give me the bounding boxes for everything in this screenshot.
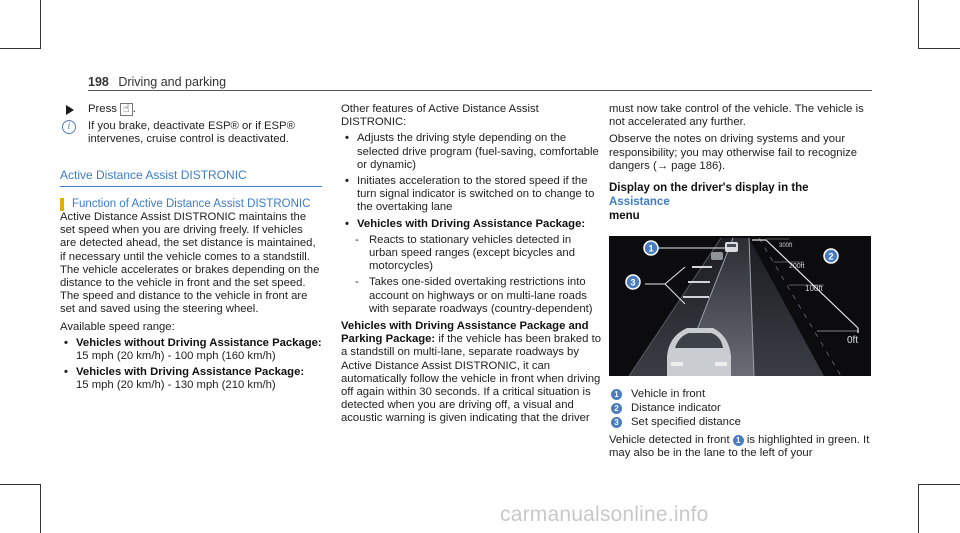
road-graphic bbox=[609, 236, 871, 376]
legend-item bbox=[609, 402, 871, 415]
step-suffix: . bbox=[132, 103, 136, 115]
display-heading-end: menu bbox=[609, 210, 640, 223]
page-header bbox=[88, 75, 226, 89]
crop-mark bbox=[918, 48, 960, 49]
list-item: • Vehicles with Driving Assistance Package: bbox=[345, 217, 586, 230]
crop-mark bbox=[918, 484, 960, 485]
display-heading-accent: Assistance bbox=[609, 196, 670, 209]
parking-title: Vehicles with Driving Assistance Package and Parking Package: bbox=[341, 320, 589, 346]
list-item: • Vehicles with Driving Assistance Package: 15 mph (20 km/h) - 130 mph (210 km/h) bbox=[60, 366, 322, 392]
range-value: 15 mph (20 km/h) - 130 mph (210 km/h) bbox=[76, 379, 276, 392]
column-middle bbox=[341, 103, 603, 426]
adjacent-vehicle bbox=[711, 252, 723, 260]
crop-mark bbox=[918, 0, 919, 49]
distance-label: 0ft bbox=[847, 335, 859, 347]
highlight-text-pre: Vehicle detected in front bbox=[609, 433, 730, 446]
list-item: • Vehicles without Driving Assistance Package: 15 mph (20 km/h) - 100 mph (160 km/h) bbox=[64, 336, 322, 363]
assistance-display-figure bbox=[609, 236, 871, 376]
set-distance-bar bbox=[688, 281, 710, 283]
sub-list-item: - Reacts to stationary vehicles detected in urban speed ranges (except bicycles and motorcycles) bbox=[355, 233, 575, 273]
display-heading-text: Display on the driver's display in the bbox=[609, 182, 809, 195]
step-arrow-icon bbox=[66, 105, 74, 115]
subsection-title bbox=[60, 198, 322, 211]
distance-label: 300ft bbox=[779, 243, 793, 250]
column-left bbox=[60, 103, 322, 393]
legend-text: Set specified distance bbox=[631, 416, 741, 429]
legend-item bbox=[609, 416, 871, 429]
steering-button-icon: ☝ bbox=[120, 103, 133, 116]
package-title: Vehicles with Driving Assistance Package: bbox=[357, 217, 586, 230]
crop-mark bbox=[40, 484, 41, 533]
subsection-title-text: Function of Active Distance Assist DISTRONIC bbox=[72, 197, 311, 210]
distance-label: 100ft bbox=[805, 284, 823, 294]
legend-text: Vehicle in front bbox=[631, 388, 706, 401]
legend-badge: 1 bbox=[611, 389, 622, 400]
step-text: Press bbox=[88, 103, 117, 115]
info-note bbox=[60, 120, 322, 146]
crop-mark bbox=[0, 484, 40, 485]
crop-mark bbox=[918, 484, 919, 533]
list-item: • Adjusts the driving style depending on the selected drive program (fuel-saving, comfortable or dynamic) bbox=[345, 132, 599, 171]
display-heading bbox=[609, 181, 871, 223]
legend-item bbox=[609, 388, 871, 401]
continuation-paragraph: must now take control of the vehicle. The vehicle is not accelerated any further. bbox=[609, 103, 864, 129]
note-text: If you brake, deactivate ESP® or if ESP® intervenes, cruise control is deactivated. bbox=[88, 120, 295, 146]
distance-label: 200ft bbox=[789, 263, 805, 271]
range-value: 15 mph (20 km/h) - 100 mph (160 km/h) bbox=[76, 350, 276, 363]
header-rule bbox=[88, 90, 872, 91]
legend-badge: 2 bbox=[611, 403, 622, 414]
column-right bbox=[609, 103, 871, 460]
legend-badge: 3 bbox=[611, 417, 622, 428]
range-intro: Available speed range: bbox=[60, 320, 175, 333]
crop-mark bbox=[0, 48, 40, 49]
features-intro: Other features of Active Distance Assist DISTRONIC: bbox=[341, 103, 539, 129]
function-paragraph: Active Distance Assist DISTRONIC maintains the set speed when you are driving freely. If vehicles are detected ahead, the set distance is maintained, if necessary until the vehicle comes to a standstill. The vehicle accelerates or brakes depending on the distance to the vehicle in front and the set speed. The speed and distance to the vehicle in front are set and saved using the steering wheel. bbox=[60, 211, 320, 316]
watermark: carmanualsonline.info bbox=[500, 503, 709, 526]
highlight-paragraph bbox=[609, 434, 871, 460]
page-number: 198 bbox=[88, 75, 109, 89]
info-icon: i bbox=[62, 120, 76, 134]
inline-callout-badge: 1 bbox=[733, 435, 744, 446]
section-name: Driving and parking bbox=[118, 75, 227, 89]
set-distance-bar bbox=[683, 296, 709, 298]
list-item: • Initiates acceleration to the stored speed if the turn signal indicator is switched on to change to the overtaking lane bbox=[345, 175, 595, 214]
section-title: Active Distance Assist DISTRONIC bbox=[60, 169, 322, 187]
own-vehicle bbox=[667, 328, 731, 376]
instruction-step bbox=[60, 103, 322, 116]
observe-paragraph: Observe the notes on driving systems and your responsibility; you may otherwise fail to recognize dangers (→ page 186). bbox=[609, 133, 858, 172]
subsection-marker bbox=[60, 198, 64, 211]
feature-text: Initiates acceleration to the stored speed if the turn signal indicator is switched on to change to the overtaking lane bbox=[357, 175, 595, 214]
range-title: Vehicles with Driving Assistance Package: bbox=[76, 366, 305, 379]
package-item-text: Takes one-sided overtaking restrictions into account on highways or on multi-lane roads with separate roadways (country-dependent) bbox=[369, 276, 593, 315]
callout-number: 3 bbox=[630, 277, 636, 288]
highlight-text-post: is highlighted in green. It may also be in the lane to the left of your bbox=[609, 433, 870, 459]
crop-mark bbox=[40, 0, 41, 49]
callout-number: 2 bbox=[828, 251, 834, 262]
legend-text: Distance indicator bbox=[631, 402, 721, 415]
range-title: Vehicles without Driving Assistance Package: bbox=[76, 336, 322, 349]
feature-text: Adjusts the driving style depending on the selected drive program (fuel-saving, comfortable or dynamic) bbox=[357, 132, 599, 171]
parking-text: if the vehicle has been braked to a standstill on multi-lane, separate roadways by Active Distance Assist DISTRONIC, it can automatically follow the vehicle in front when driving off again within 30 seconds. If a critical situation is detected when you are driving off, a visual and acoustic warning is given indicating that the driver bbox=[341, 333, 601, 425]
package-item-text: Reacts to stationary vehicles detected in urban speed ranges (except bicycles and motorcycles) bbox=[369, 233, 575, 273]
callout-number: 1 bbox=[648, 243, 654, 254]
parking-paragraph bbox=[341, 320, 603, 426]
sub-list-item: - Takes one-sided overtaking restrictions into account on highways or on multi-lane roads with separate roadways (country-dependent) bbox=[355, 276, 593, 315]
figure-legend bbox=[609, 388, 871, 430]
set-distance-bar bbox=[692, 266, 712, 268]
